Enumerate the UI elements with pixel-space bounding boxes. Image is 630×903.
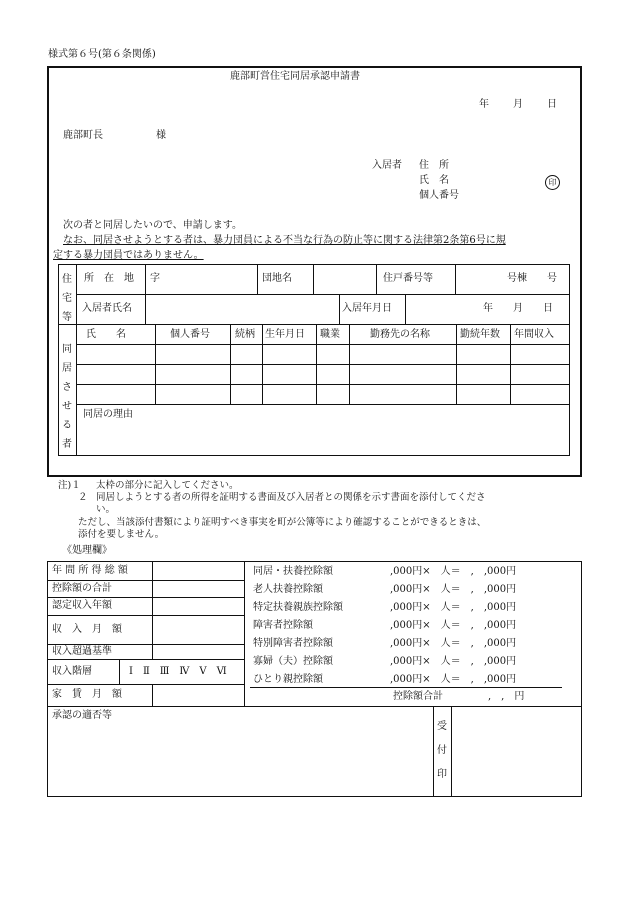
deduction-sum-label: 控除額の合計 <box>52 583 112 594</box>
income-excess-label: 収入超過基準 <box>52 646 112 657</box>
deduction-label-5: 特別障害者控除額 <box>253 638 333 649</box>
certified-income-label: 認定収入年額 <box>52 600 112 611</box>
monthly-income-label: 収 入 月 額 <box>52 624 122 635</box>
form-number: 様式第６号(第６条関係) <box>48 49 156 60</box>
address-label[interactable]: 住 所 <box>419 160 449 171</box>
annual-income-total-label: 年 間 所 得 総 額 <box>52 565 128 576</box>
deduction-calc-4[interactable]: ,000円× 人＝ , ,000円 <box>390 620 517 631</box>
receipt-stamp-label: 受付印 <box>437 721 447 780</box>
header-name: 氏 名 <box>86 329 126 340</box>
approval-label: 承認の適否等 <box>52 710 112 721</box>
processing-title: 《処理欄》 <box>62 545 112 556</box>
unit-suffix[interactable]: 号棟 号 <box>507 273 557 284</box>
addressee-name: 鹿部町長 <box>63 130 103 141</box>
statement-line1: 次の者と同居したいので、申請します。 <box>63 220 242 231</box>
move-in-date[interactable]: 年 月 日 <box>483 303 553 314</box>
deduction-label-3: 特定扶養親族控除額 <box>253 602 343 613</box>
header-occupation: 職業 <box>320 329 340 340</box>
seal-icon: 印 <box>545 175 560 190</box>
note1-text: 太枠の部分に記入してください。 <box>96 480 239 491</box>
header-id-number: 個人番号 <box>170 329 210 340</box>
monthly-rent-label: 家 賃 月 額 <box>52 689 122 700</box>
form-title: 鹿部町営住宅同居承認申請書 <box>230 71 360 82</box>
deduction-label-7: ひとり親控除額 <box>253 674 323 685</box>
note1-prefix: 注)１ <box>58 480 81 491</box>
unit-label: 住戸番号等 <box>383 273 433 284</box>
income-bracket-label: 収入階層 <box>52 666 92 677</box>
complex-label: 団地名 <box>262 273 292 284</box>
deduction-label-4: 障害者控除額 <box>253 620 313 631</box>
deduction-calc-1[interactable]: ,000円× 人＝ , ,000円 <box>390 566 517 577</box>
note3-text-b: 添付を要しません。 <box>78 529 165 540</box>
move-in-label: 入居年月日 <box>342 303 392 314</box>
deduction-label-1: 同居・扶養控除額 <box>253 566 333 577</box>
statement-line2: なお、同居させようとする者は、暴力団員による不当な行為の防止等に関する法律第2条第6号に規 <box>63 235 506 246</box>
date-month[interactable]: 月 <box>513 99 523 110</box>
deduction-label-2: 老人扶養控除額 <box>253 584 323 595</box>
deduction-calc-2[interactable]: ,000円× 人＝ , ,000円 <box>390 584 517 595</box>
note3-text-a: ただし、当該添付書類により証明すべき事実を町が公簿等により確認することができるときは、 <box>78 517 487 528</box>
id-number-label[interactable]: 個人番号 <box>419 190 459 201</box>
date-day[interactable]: 日 <box>547 99 557 110</box>
deduction-total-value[interactable]: , , 円 <box>488 691 525 702</box>
income-class-options[interactable]: Ⅰ Ⅱ Ⅲ Ⅳ Ⅴ Ⅵ <box>129 666 227 677</box>
name-label[interactable]: 氏 名 <box>419 175 449 186</box>
cohabitant-side-label: 同居させる者 <box>62 344 72 450</box>
resident-name-label: 入居者氏名 <box>82 303 132 314</box>
header-birthdate: 生年月日 <box>265 329 305 340</box>
deduction-calc-5[interactable]: ,000円× 人＝ , ,000円 <box>390 638 517 649</box>
deduction-calc-3[interactable]: ,000円× 人＝ , ,000円 <box>390 602 517 613</box>
date-year[interactable]: 年 <box>479 99 489 110</box>
header-annual-income: 年間収入 <box>514 329 554 340</box>
housing-side-label: 住宅等 <box>62 274 72 323</box>
note2-text-b: い。 <box>96 504 116 515</box>
deduction-total-label: 控除額合計 <box>393 691 443 702</box>
applicant-label: 入居者 <box>372 160 402 171</box>
header-years-employed: 勤続年数 <box>460 329 500 340</box>
aza-label: 字 <box>150 273 160 284</box>
housing-table <box>58 264 570 456</box>
addressee-honorific: 様 <box>156 130 166 141</box>
header-relation: 続柄 <box>235 329 255 340</box>
deduction-label-6: 寡婦（夫）控除額 <box>253 656 333 667</box>
note2-text-a: 同居しようとする者の所得を証明する書面及び入居者との関係を示す書面を添付してくださ <box>96 492 486 503</box>
deduction-calc-6[interactable]: ,000円× 人＝ , ,000円 <box>390 656 517 667</box>
location-label: 所 在 地 <box>84 273 134 284</box>
reason-label: 同居の理由 <box>83 409 133 420</box>
statement-line3: 定する暴力団員ではありません。 <box>53 250 204 261</box>
deduction-calc-7[interactable]: ,000円× 人＝ , ,000円 <box>390 674 517 685</box>
header-employer: 勤務先の名称 <box>370 329 430 340</box>
note2-prefix: ２ <box>78 492 88 503</box>
